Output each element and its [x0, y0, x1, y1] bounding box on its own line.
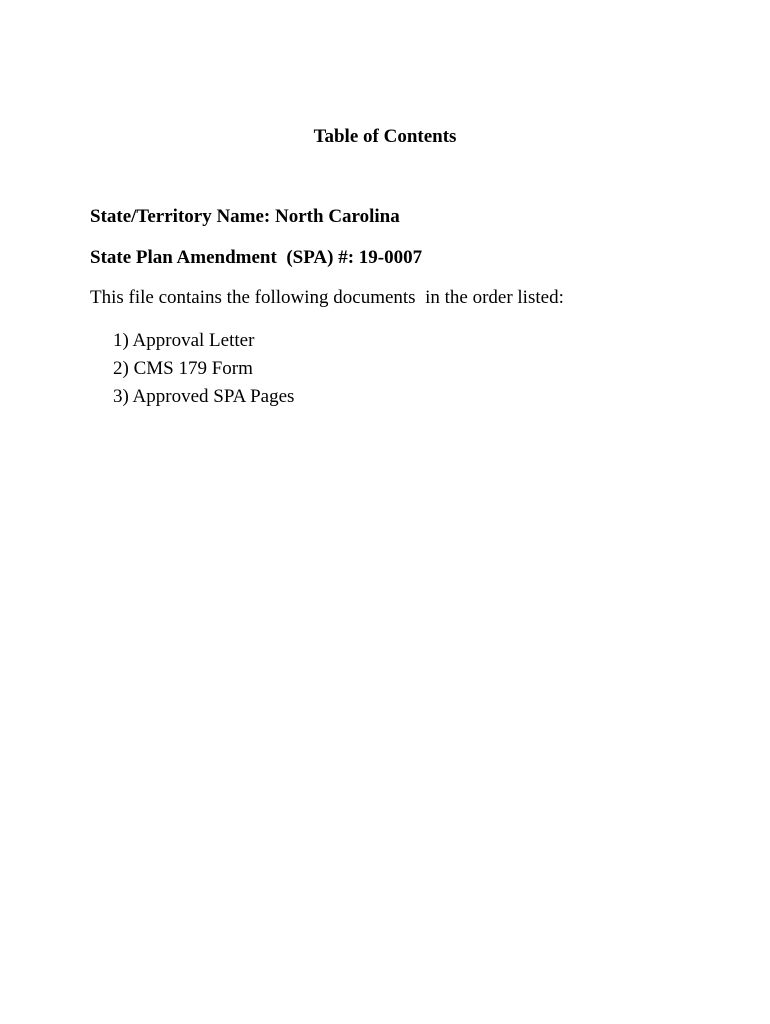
list-item: 3) Approved SPA Pages: [113, 386, 295, 407]
spa-label: State Plan Amendment (SPA) #:: [90, 247, 355, 268]
list-item: 1) Approval Letter: [113, 330, 255, 351]
list-item: 2) CMS 179 Form: [113, 358, 253, 379]
spa-value: 19-0007: [358, 247, 423, 268]
state-value: North Carolina: [275, 206, 400, 227]
state-territory-line: [90, 206, 400, 228]
state-label: State/Territory Name:: [90, 206, 271, 227]
spa-number-line: [90, 247, 422, 269]
page-title: Table of Contents: [313, 126, 457, 147]
document-list: [113, 327, 294, 411]
intro-text: This file contains the following documents in the order listed:: [90, 287, 564, 308]
